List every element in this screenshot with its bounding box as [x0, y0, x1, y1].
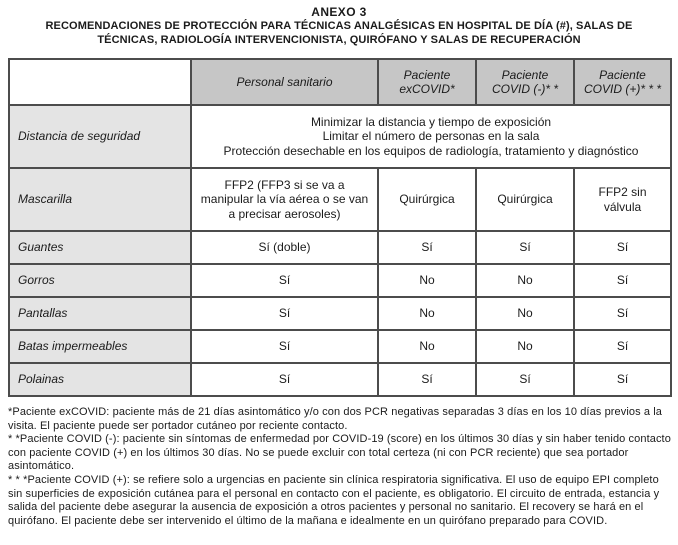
document-title-line-2: TÉCNICAS, RADIOLOGÍA INTERVENCIONISTA, QUIRÓFANO Y SALAS DE RECUPERACIÓN — [97, 33, 581, 46]
footnotes-block — [8, 406, 672, 528]
row-label-guantes: Guantes — [9, 231, 191, 264]
cell-batas-excovid: No — [378, 330, 476, 363]
document-title-line-1: RECOMENDACIONES DE PROTECCIÓN PARA TÉCNICAS ANALGÉSICAS EN HOSPITAL DE DÍA (#), SALAS DE — [45, 20, 633, 32]
cell-polainas-covid-positivo: Sí — [574, 363, 671, 396]
cell-guantes-excovid: Sí — [378, 231, 476, 264]
table-row-gorros — [9, 264, 671, 297]
table-row-guantes — [9, 231, 671, 264]
table-row-polainas — [9, 363, 671, 396]
recommendations-table — [8, 58, 672, 397]
row-label-gorros: Gorros — [9, 264, 191, 297]
cell-guantes-covid-positivo: Sí — [574, 231, 671, 264]
cell-polainas-excovid: Sí — [378, 363, 476, 396]
cell-mascarilla-covid-negativo: Quirúrgica — [476, 168, 574, 231]
column-header-paciente-excovid: Paciente exCOVID* — [378, 59, 476, 105]
cell-pantallas-covid-negativo: No — [476, 297, 574, 330]
column-header-personal-sanitario: Personal sanitario — [191, 59, 378, 105]
row-label-batas: Batas impermeables — [9, 330, 191, 363]
merged-line-2: Limitar el número de personas en la sala — [322, 129, 540, 144]
footnote-covid-positivo: * * *Paciente COVID (+): se refiere solo a urgencias en paciente sin clínica respiratoria significativa. El uso de equipo EPI completo sin superficies de exposición cutánea para el personal en contacto con el paciente, es obligatorio. El circuito de entrada, estancia y salida del paciente debe asegurar la ausencia de exposición a otros pacientes y personal no sanitario. El recovery se hará en el quirófano. El paciente debe ser intervenido el último de la mañana e idealmente en un quirófano preparado para COVID. — [8, 473, 660, 527]
row-label-distancia: Distancia de seguridad — [9, 105, 191, 168]
row-label-mascarilla: Mascarilla — [9, 168, 191, 231]
merged-line-1: Minimizar la distancia y tiempo de exposición — [310, 114, 552, 129]
column-header-paciente-covid-positivo: Paciente COVID (+)* * * — [574, 59, 671, 105]
cell-gorros-excovid: No — [378, 264, 476, 297]
table-row-mascarilla — [9, 168, 671, 231]
annex-title: ANEXO 3 — [311, 5, 367, 19]
footnote-excovid: *Paciente exCOVID: paciente más de 21 días asintomático y/o con dos PCR negativas separadas 3 días en los 10 días previos a la visita. El paciente puede ser portador cutáneo por reciente contacto. — [8, 406, 663, 432]
corner-empty-cell — [9, 59, 191, 105]
cell-distancia-merged — [191, 105, 671, 168]
footnote-covid-negativo: * *Paciente COVID (-): paciente sin síntomas de enfermedad por COVID-19 (score) en los últimos 30 días y sin haber tenido contacto con paciente COVID (+) en los últimos 30 días. No se puede excluir con total certeza (ni con PCR reciente) que sea portador asintomático. — [8, 433, 671, 473]
row-label-pantallas: Pantallas — [9, 297, 191, 330]
row-label-polainas: Polainas — [9, 363, 191, 396]
cell-mascarilla-excovid: Quirúrgica — [378, 168, 476, 231]
column-header-paciente-covid-negativo: Paciente COVID (-)* * — [476, 59, 574, 105]
table-header-row — [9, 59, 671, 105]
cell-pantallas-excovid: No — [378, 297, 476, 330]
cell-guantes-personal: Sí (doble) — [191, 231, 378, 264]
cell-polainas-personal: Sí — [191, 363, 378, 396]
merged-line-3: Protección desechable en los equipos de radiología, tratamiento y diagnóstico — [223, 143, 639, 158]
cell-mascarilla-personal: FFP2 (FFP3 si se va a manipular la vía aérea o se van a precisar aerosoles) — [191, 168, 378, 231]
table-row-batas — [9, 330, 671, 363]
cell-pantallas-covid-positivo: Sí — [574, 297, 671, 330]
cell-guantes-covid-negativo: Sí — [476, 231, 574, 264]
cell-batas-personal: Sí — [191, 330, 378, 363]
cell-mascarilla-covid-positivo: FFP2 sin válvula — [574, 168, 671, 231]
cell-gorros-personal: Sí — [191, 264, 378, 297]
cell-batas-covid-positivo: Sí — [574, 330, 671, 363]
cell-pantallas-personal: Sí — [191, 297, 378, 330]
table-row-pantallas — [9, 297, 671, 330]
cell-batas-covid-negativo: No — [476, 330, 574, 363]
cell-gorros-covid-negativo: No — [476, 264, 574, 297]
table-row-distancia — [9, 105, 671, 168]
cell-gorros-covid-positivo: Sí — [574, 264, 671, 297]
cell-polainas-covid-negativo: Sí — [476, 363, 574, 396]
